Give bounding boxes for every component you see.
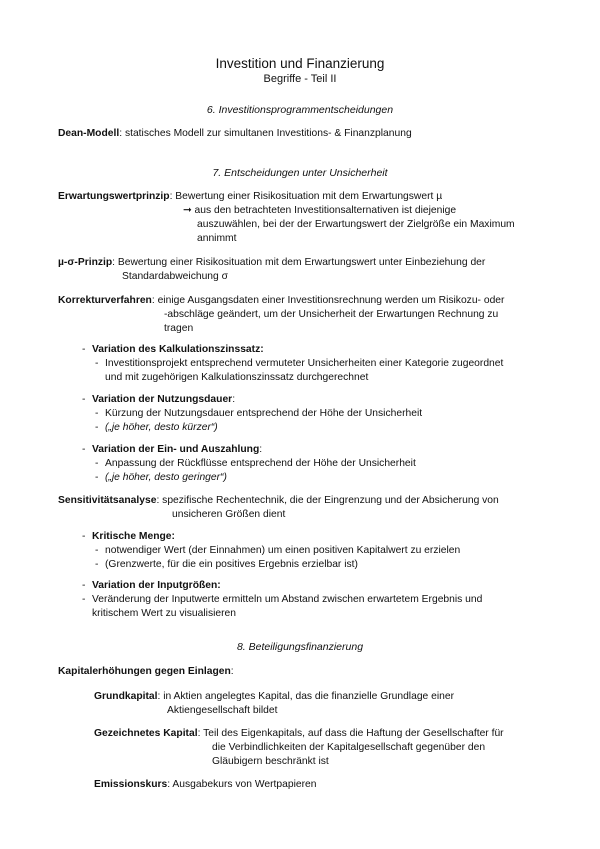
term-definition: : Ausgabekurs von Wertpapieren xyxy=(167,779,317,790)
subterm-variation-kalkulationszinssatz xyxy=(82,343,264,357)
bullet-text: Investitionsprojekt entsprechend vermuteter Unsicherheiten einer Kategorie zugeordnet xyxy=(105,358,504,369)
term-definition: : Teil des Eigenkapitals, auf dass die Haftung der Gesellschafter für xyxy=(197,728,504,739)
term-label: Grundkapital xyxy=(94,691,158,702)
term-kapitalerhoehungen xyxy=(58,665,234,679)
term-dean-modell xyxy=(58,127,412,141)
term-grundkapital xyxy=(94,690,454,704)
dash-bullet: - xyxy=(95,458,99,469)
subterm-variation-inputgroessen xyxy=(82,579,221,593)
bullet-text: Anpassung der Rückflüsse entsprechend der Höhe der Unsicherheit xyxy=(105,458,416,469)
colon: : xyxy=(259,444,263,455)
section-heading-7: 7. Entscheidungen unter Unsicherheit xyxy=(212,167,388,179)
term-label: Erwartungswertprinzip xyxy=(58,191,170,202)
bullet-text: („je höher, desto geringer“) xyxy=(105,472,227,483)
definition-continuation: auszuwählen, bei der der Erwartungswert der Zielgröße ein Maximum xyxy=(197,219,515,230)
term-definition: : statisches Modell zur simultanen Investitions- & Finanzplanung xyxy=(119,128,412,139)
term-label: Emissionskurs xyxy=(94,779,168,790)
subterm-variation-nutzungsdauer xyxy=(82,393,235,407)
definition-continuation: Aktiengesellschaft bildet xyxy=(167,705,278,716)
bullet-text: Kürzung der Nutzungsdauer entsprechend der Höhe der Unsicherheit xyxy=(105,408,423,419)
subterm-label: Variation der Ein- und Auszahlung xyxy=(92,444,260,455)
term-label: µ-σ-Prinzip xyxy=(58,257,113,268)
subterm-label: Variation der Inputgrößen xyxy=(92,580,218,591)
definition-continuation: unsicheren Größen dient xyxy=(172,509,286,520)
dash-bullet: - xyxy=(82,394,86,405)
term-mu-sigma-prinzip xyxy=(58,256,485,270)
dash-bullet: - xyxy=(95,559,99,570)
dash-bullet: - xyxy=(95,408,99,419)
definition-continuation: annimmt xyxy=(197,233,237,244)
bullet-item xyxy=(95,471,227,485)
term-definition: : Bewertung einer Risikosituation mit dem Erwartungswert unter Einbeziehung der xyxy=(112,257,486,268)
term-label: Kapitalerhöhungen gegen Einlagen xyxy=(58,666,231,677)
bullet-item xyxy=(82,593,482,607)
definition-continuation: -abschläge geändert, um der Unsicherheit der Erwartungen Rechnung zu xyxy=(164,309,499,320)
bullet-continuation: und mit zugehörigen Kalkulationszinssatz durchgerechnet xyxy=(105,372,369,383)
term-label: Sensitivitätsanalyse xyxy=(58,495,157,506)
dash-bullet: - xyxy=(82,444,86,455)
term-definition: : einige Ausgangsdaten einer Investitionsrechnung werden um Risikozu- oder xyxy=(151,295,505,306)
bullet-item xyxy=(95,421,218,435)
term-label: Gezeichnetes Kapital xyxy=(94,728,198,739)
section-heading-6: 6. Investitionsprogrammentscheidungen xyxy=(206,104,394,116)
dash-bullet: - xyxy=(95,545,99,556)
bullet-item xyxy=(95,457,416,471)
term-definition: : Bewertung einer Risikosituation mit dem Erwartungswert µ xyxy=(169,191,443,202)
section-heading-8: 8. Beteiligungsfinanzierung xyxy=(236,641,364,653)
definition-continuation: Gläubigern beschränkt ist xyxy=(212,756,329,767)
bullet-item xyxy=(95,558,358,572)
term-gezeichnetes-kapital xyxy=(94,727,504,741)
dash-bullet: - xyxy=(82,344,86,355)
colon: : xyxy=(232,394,236,405)
bullet-text: („je höher, desto kürzer“) xyxy=(105,422,218,433)
subterm-label: Variation des Kalkulationszinssatz xyxy=(92,344,261,355)
term-korrekturverfahren xyxy=(58,294,504,308)
term-erwartungswertprinzip xyxy=(58,190,442,204)
dash-bullet: - xyxy=(95,472,99,483)
definition-continuation: tragen xyxy=(164,323,194,334)
term-definition: : spezifische Rechentechnik, die der Eingrenzung und der Absicherung von xyxy=(156,495,499,506)
colon: : xyxy=(171,531,175,542)
subterm-kritische-menge xyxy=(82,530,175,544)
bullet-item xyxy=(95,407,422,421)
term-label: Korrekturverfahren xyxy=(58,295,152,306)
bullet-text: (Grenzwerte, für die ein positives Ergebnis erzielbar ist) xyxy=(105,559,358,570)
term-sensitivitaetsanalyse xyxy=(58,494,499,508)
bullet-text: Veränderung der Inputwerte ermitteln um Abstand zwischen erwartetem Ergebnis und xyxy=(92,594,483,605)
definition-continuation: die Verbindlichkeiten der Kapitalgesellschaft gegenüber den xyxy=(212,742,486,753)
bullet-item xyxy=(95,357,503,371)
bullet-item xyxy=(95,544,460,558)
colon: : xyxy=(230,666,234,677)
term-emissionskurs xyxy=(94,778,316,792)
bullet-text: notwendiger Wert (der Einnahmen) um einen positiven Kapitalwert zu erzielen xyxy=(105,545,461,556)
definition-continuation: Standardabweichung σ xyxy=(122,271,228,282)
dash-bullet: - xyxy=(95,358,99,369)
subterm-label: Kritische Menge xyxy=(92,531,172,542)
right-arrow-icon: ➞ xyxy=(183,205,192,216)
subterm-variation-ein-auszahlung xyxy=(82,443,262,457)
page-subtitle: Begriffe - Teil II xyxy=(263,73,337,85)
subterm-label: Variation der Nutzungsdauer xyxy=(92,394,233,405)
term-definition: : in Aktien angelegtes Kapital, das die finanzielle Grundlage einer xyxy=(157,691,455,702)
definition-continuation: aus den betrachteten Investitionsalternativen ist diejenige xyxy=(194,205,457,216)
term-label: Dean-Modell xyxy=(58,128,120,139)
colon: : xyxy=(260,344,264,355)
arrow-line xyxy=(183,204,456,218)
dash-bullet: - xyxy=(82,594,86,605)
bullet-continuation: kritischem Wert zu visualisieren xyxy=(92,608,237,619)
page-title: Investition und Finanzierung xyxy=(215,56,385,71)
dash-bullet: - xyxy=(82,531,86,542)
dash-bullet: - xyxy=(82,580,86,591)
dash-bullet: - xyxy=(95,422,99,433)
colon: : xyxy=(217,580,221,591)
